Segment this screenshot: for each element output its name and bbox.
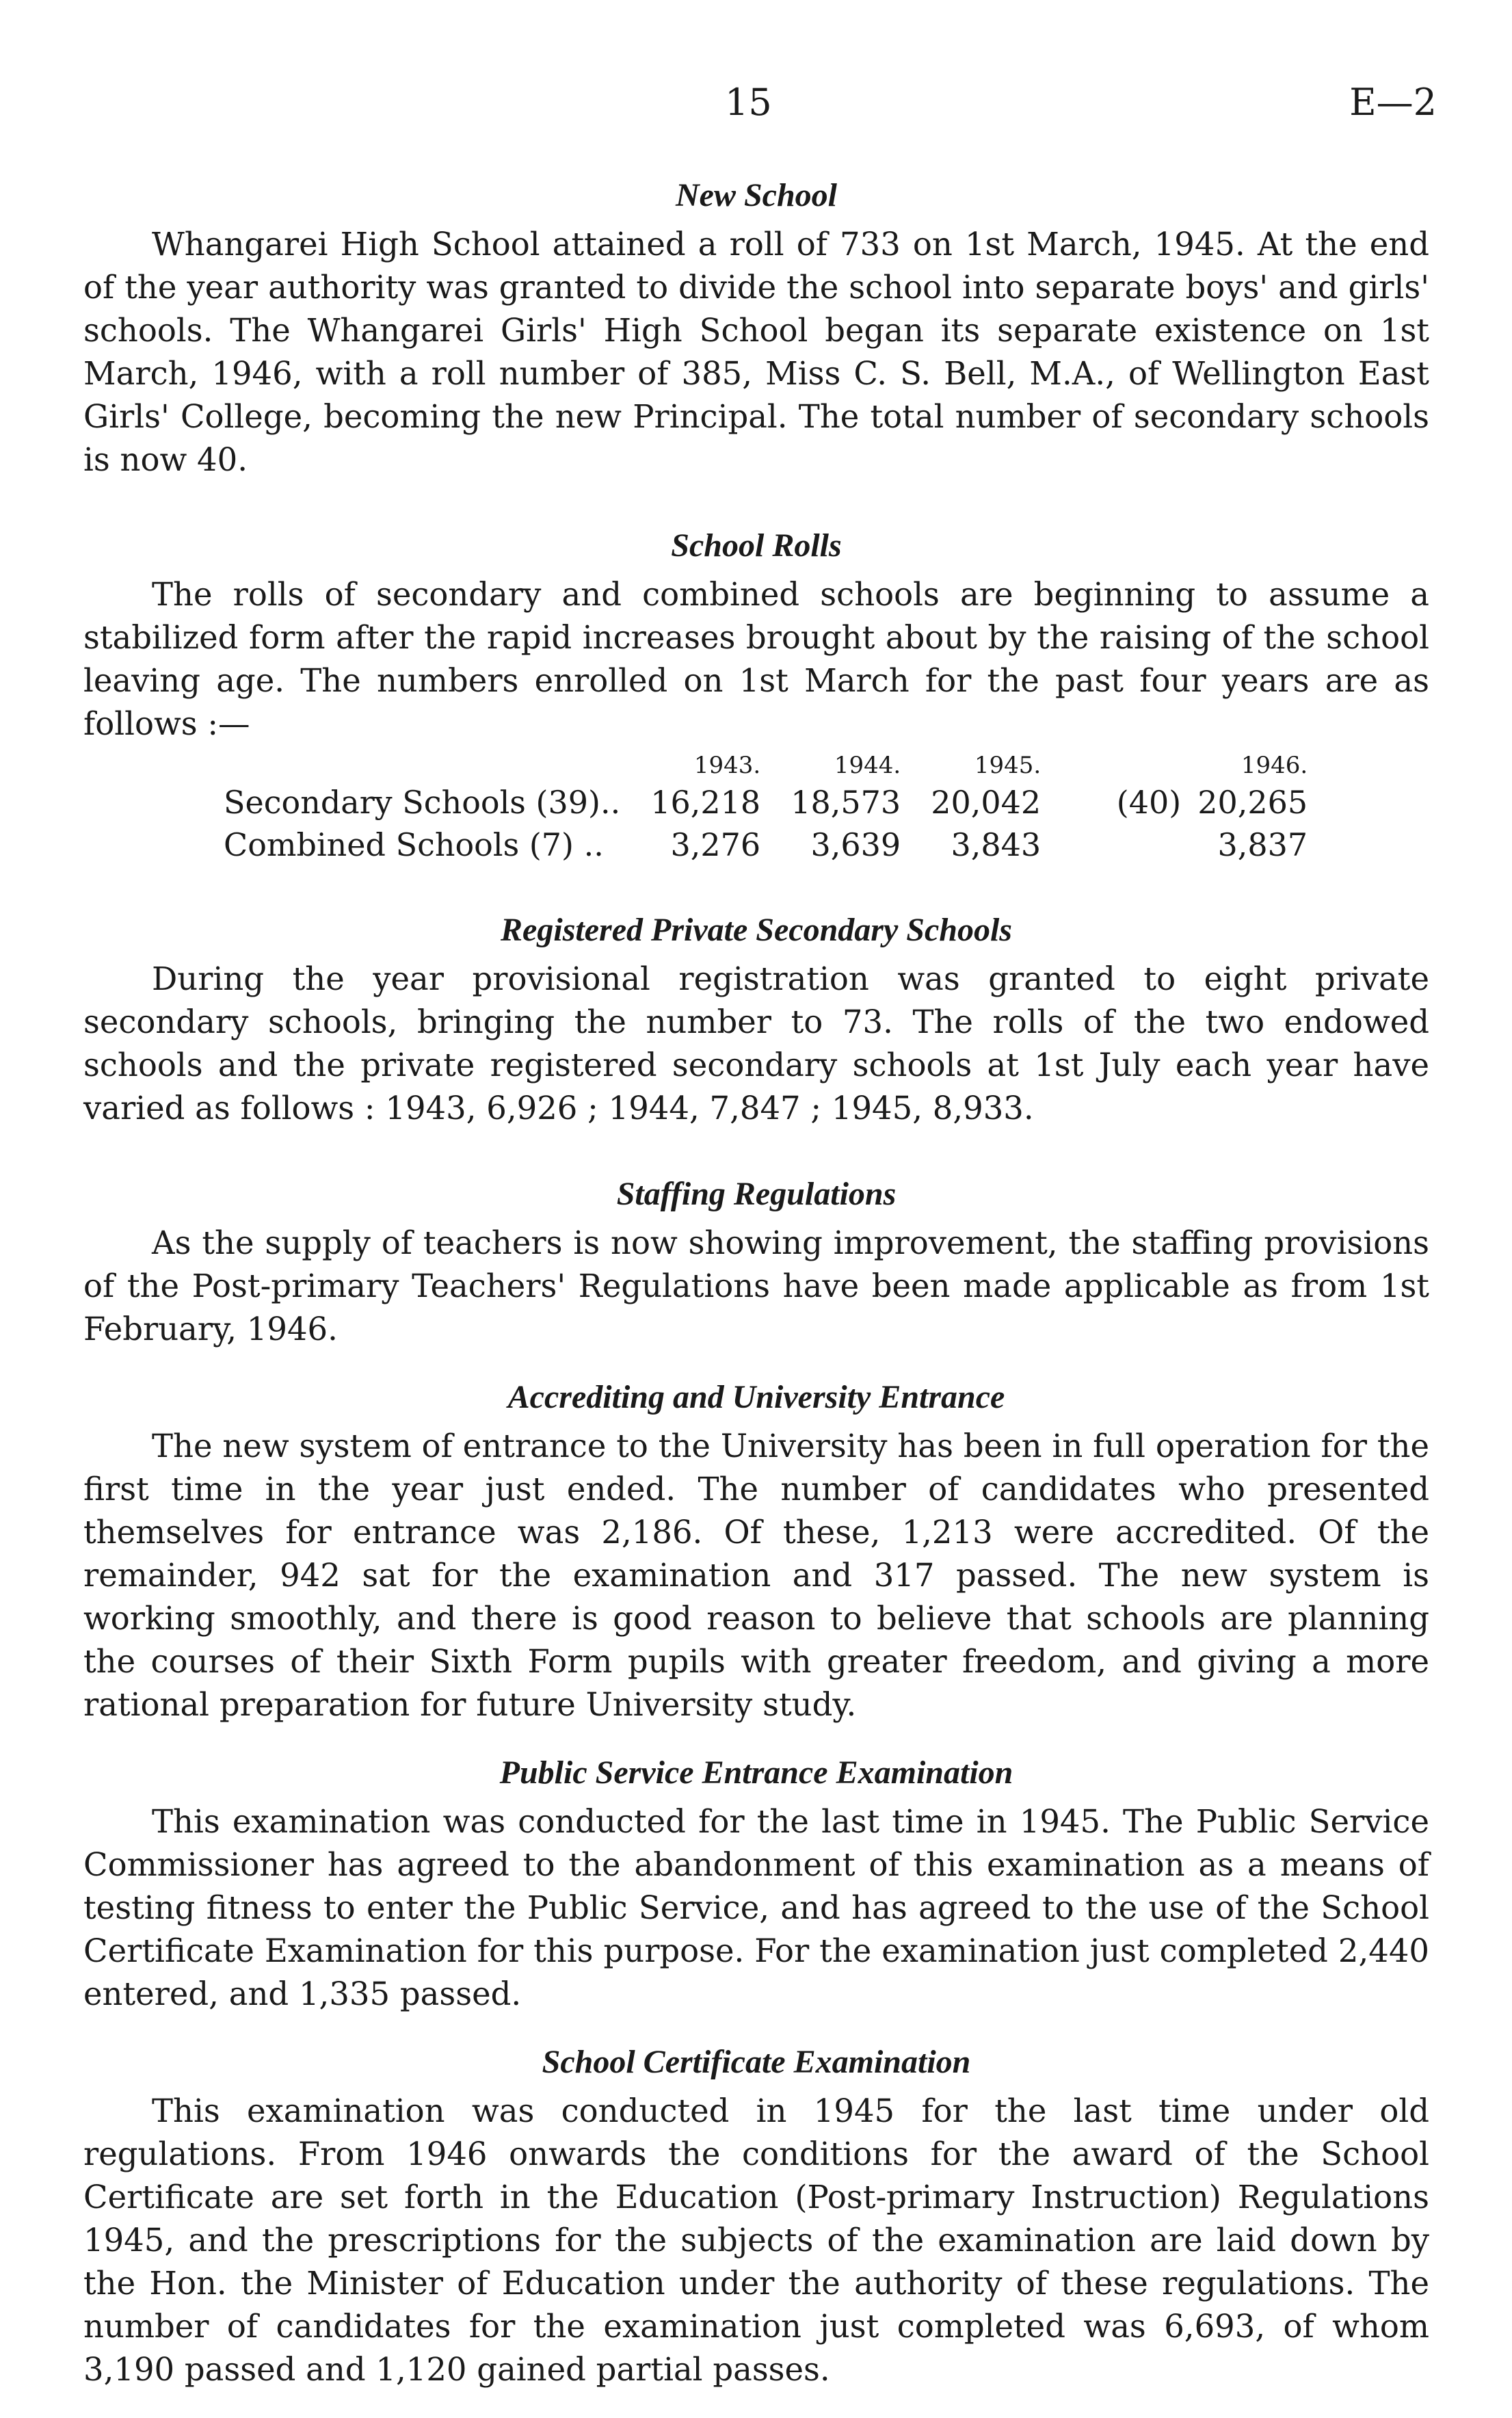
rolls-table xyxy=(83,750,1308,866)
document-body xyxy=(83,176,1429,2391)
section-paragraph: The new system of entrance to the University has been in full operation for the first time in the year just ended. The number of candidates who presented themselves for entrance was 2,186. Of these, 1,213 were accredited. Of the remainder, 942 sat for the examination and 317 passed. The new system is working smoothly, and there is good reason to believe that schools are planning the courses of their Sixth Form pupils with greater freedom, and giving a more rational preparation for future University study. xyxy=(83,1428,1429,1723)
section-accrediting-university-entrance xyxy=(83,1378,1429,1726)
page-header xyxy=(0,81,1512,129)
section-paragraph: Whangarei High School attained a roll of 733 on 1st March, 1945. At the end of the year authority was granted to divide the school into separate boys' and girls' schools. The Whangarei Girls' High School began its separate existence on 1st March, 1946, with a roll number of 385, Miss C. S. Bell, M.A., of Wellington East Girls' College, becoming the new Principal. The total number of secondary schools is now 40. xyxy=(83,226,1429,478)
table-cell: 18,573 xyxy=(791,784,901,821)
rolls-table-year-header: 1944. xyxy=(834,752,901,779)
table-cell: 3,843 xyxy=(951,826,1042,863)
rolls-table-year-header: 1943. xyxy=(693,752,761,779)
school-count-note: (40) xyxy=(1116,784,1182,821)
section-staffing-regulations xyxy=(83,1175,1429,1351)
section-heading: Staffing Regulations xyxy=(616,1176,897,1212)
table-row xyxy=(83,824,1308,866)
section-paragraph: During the year provisional registration was granted to eight private secondary schools, bringing the number to 73. The rolls of the two endowed schools and the private registered secondary schools at 1st July each year have varied as follows : 1943, 6,926 ; 1944, 7,847 ; 1945, 8,933. xyxy=(83,960,1429,1127)
rolls-table-year-header: 1945. xyxy=(974,752,1042,779)
section-heading: New School xyxy=(675,177,837,213)
table-cell: 16,218 xyxy=(650,784,761,821)
section-new-school xyxy=(83,176,1429,482)
page-reference: E—2 xyxy=(1349,81,1437,124)
table-cell: 3,837 xyxy=(1217,826,1308,863)
section-school-certificate-exam xyxy=(83,2043,1429,2391)
section-registered-private-schools xyxy=(83,911,1429,1130)
table-cell: 3,639 xyxy=(810,826,901,863)
section-heading: Registered Private Secondary Schools xyxy=(501,912,1012,948)
table-row xyxy=(83,781,1308,824)
section-paragraph: As the supply of teachers is now showing improvement, the staffing provisions of the Post-primary Teachers' Regulations have been made applicable as from 1st February, 1946. xyxy=(83,1224,1429,1348)
section-public-service-exam xyxy=(83,1754,1429,2016)
section-school-rolls xyxy=(83,527,1429,866)
rolls-table-header-blank xyxy=(1041,750,1181,781)
rolls-table-header-row xyxy=(83,750,1308,781)
table-cell: 3,276 xyxy=(670,826,761,863)
section-heading: School Certificate Examination xyxy=(542,2044,971,2080)
section-heading: Public Service Entrance Examination xyxy=(499,1755,1013,1791)
school-count-note xyxy=(1041,824,1181,866)
table-cell: 20,265 xyxy=(1197,784,1308,821)
section-paragraph: This examination was conducted for the last time in 1945. The Public Service Commissioner has agreed to the abandonment of this examination as a means of testing fitness to enter the Public Service, and has agreed to the use of the School Certificate Examination for this purpose. For the examination just completed 2,440 entered, and 1,335 passed. xyxy=(83,1803,1429,2012)
rolls-table-header-blank xyxy=(83,750,620,781)
section-paragraph: This examination was conducted in 1945 for the last time under old regulations. From 1946 onwards the conditions for the award of the School Certificate are set forth in the Education (Post-primary Instruction) Regulations 1945, and the prescriptions for the subjects of the examination are laid down by the Hon. the Minister of Education under the authority of these regulations. The number of candidates for the examination just completed was 6,693, of whom 3,190 passed and 1,120 gained partial passes. xyxy=(83,2092,1429,2388)
row-label: Combined Schools (7) .. xyxy=(224,826,604,863)
rolls-table-year-header: 1946. xyxy=(1241,752,1308,779)
table-cell: 20,042 xyxy=(931,784,1042,821)
section-heading: Accrediting and University Entrance xyxy=(507,1379,1005,1415)
section-paragraph: The rolls of secondary and combined schools are beginning to assume a stabilized form after the rapid increases brought about by the raising of the school leaving age. The numbers enrolled on 1st March for the past four years are as follows :— xyxy=(83,576,1429,742)
section-heading: School Rolls xyxy=(671,527,842,564)
row-label: Secondary Schools (39).. xyxy=(224,784,621,821)
page-number: 15 xyxy=(725,81,772,124)
